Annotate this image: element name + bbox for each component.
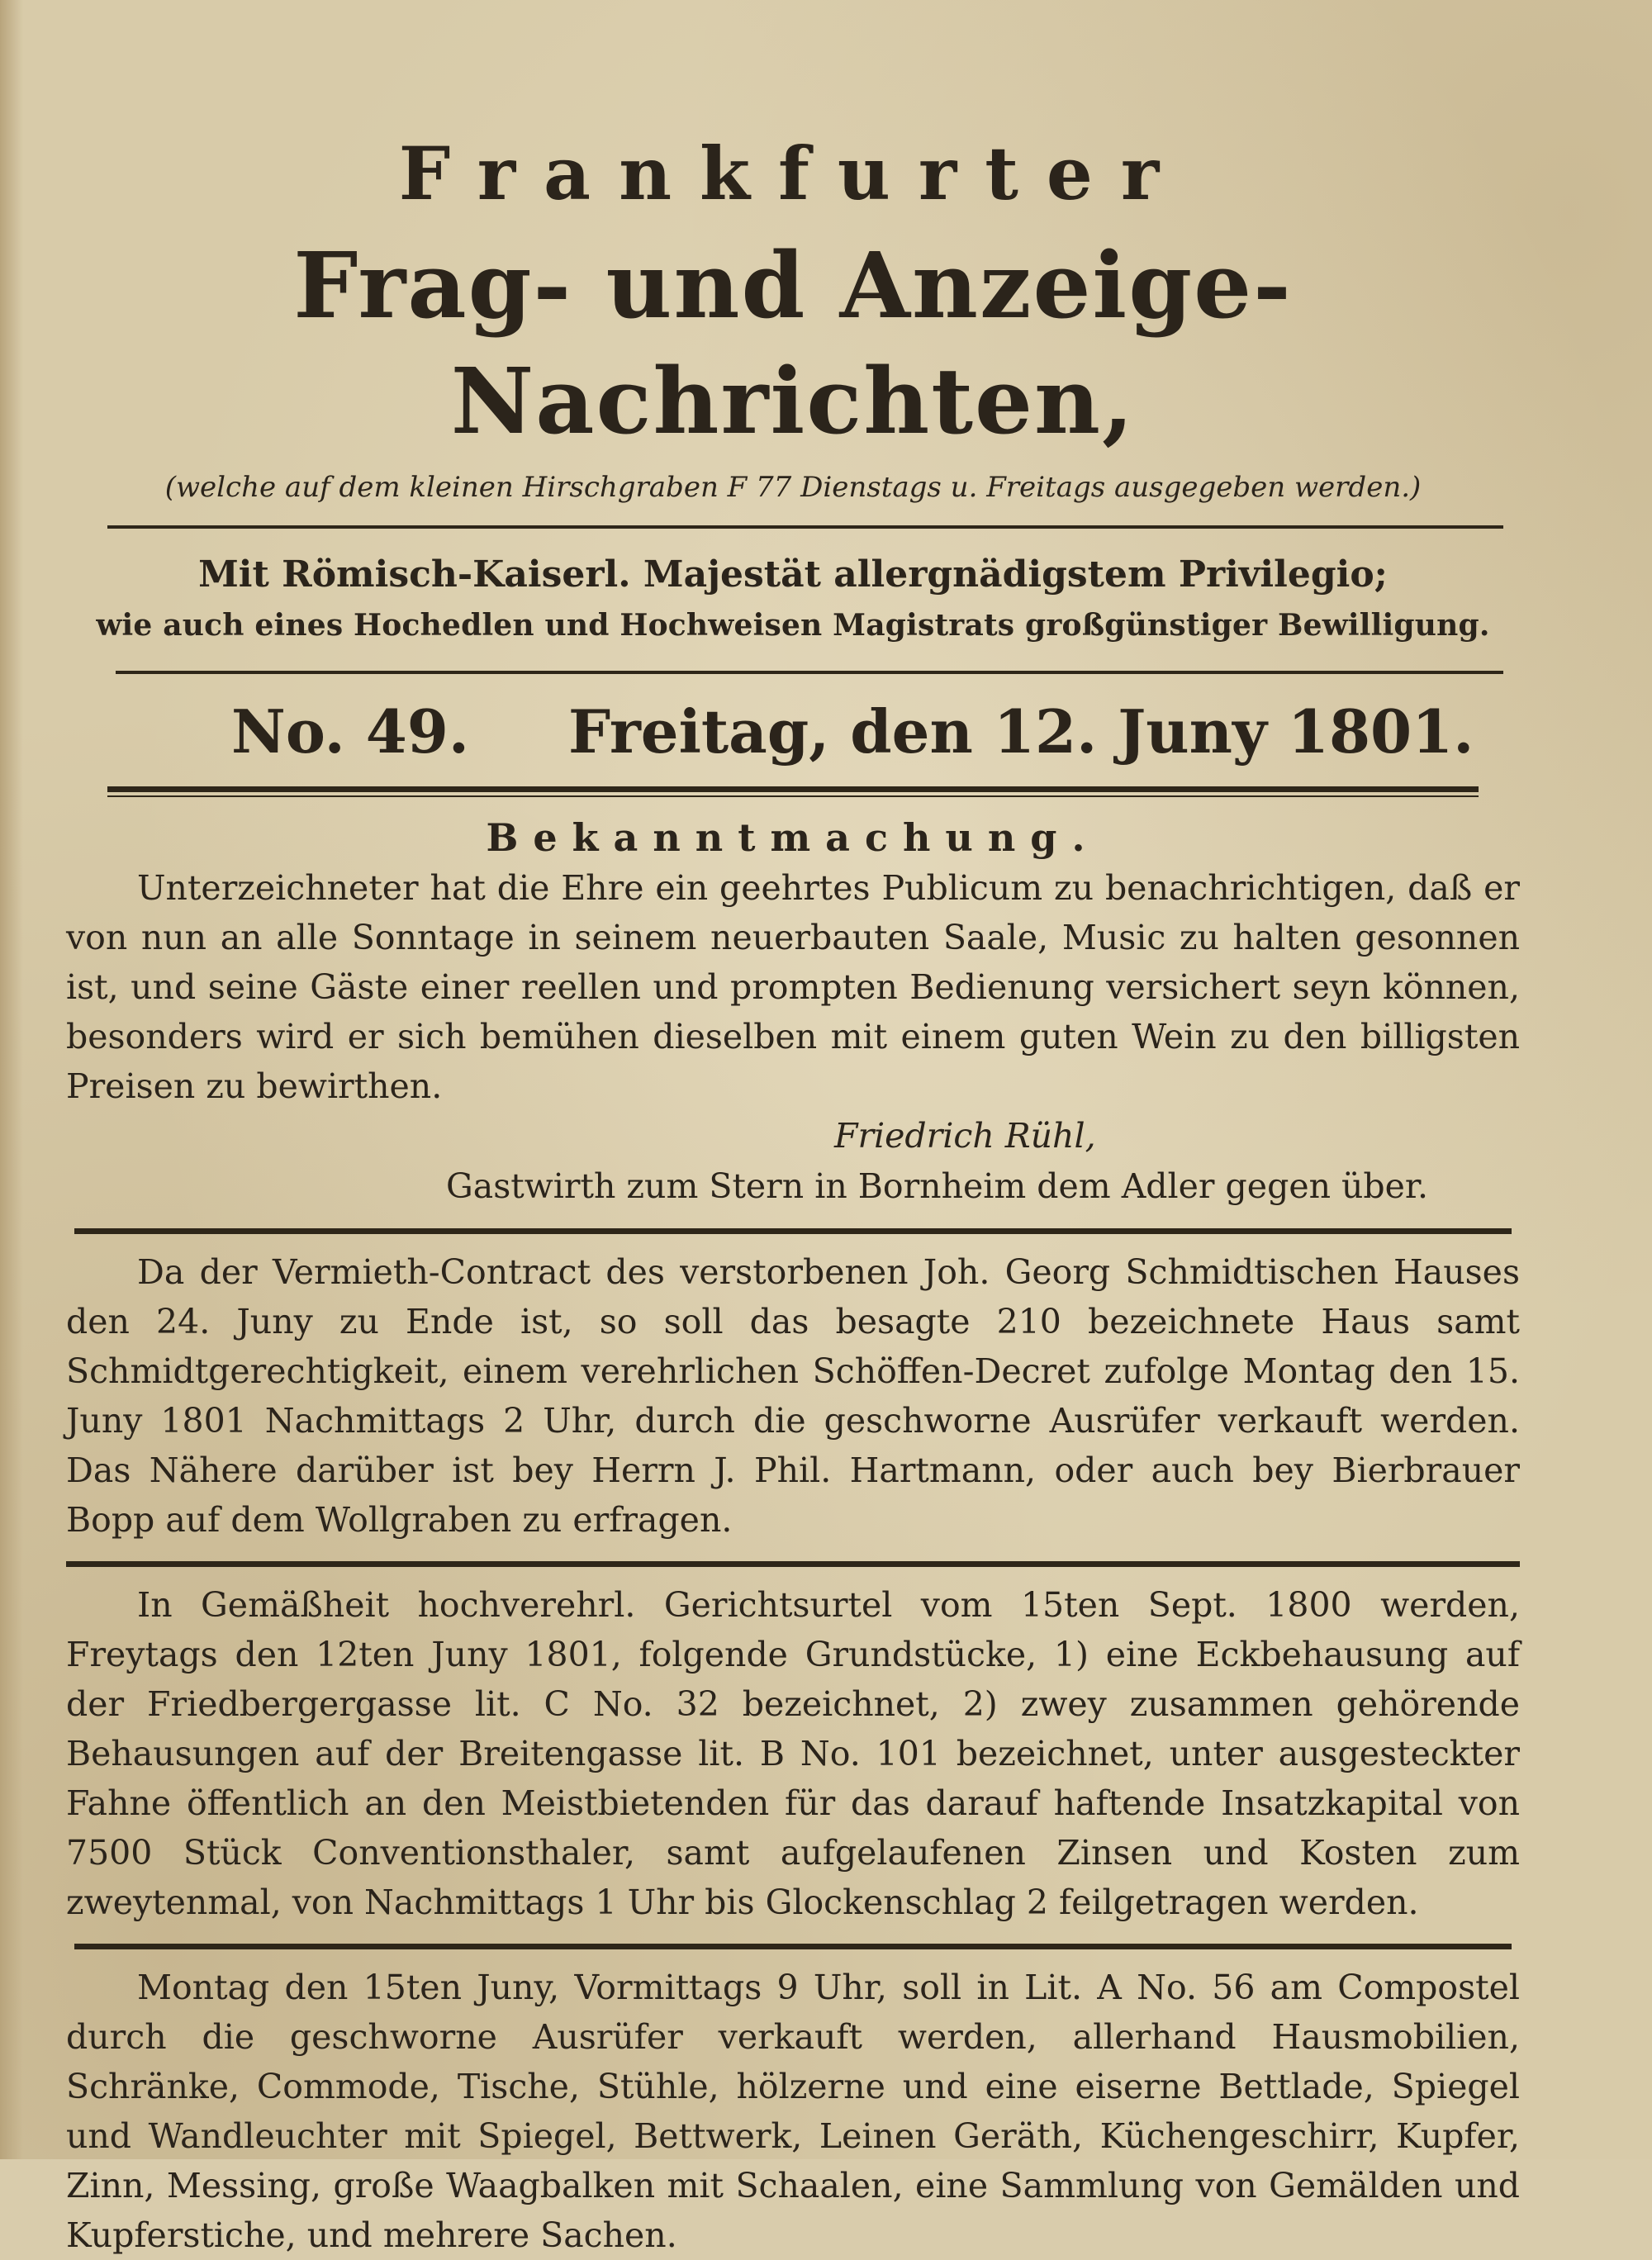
signature-name: Friedrich Rühl, [834, 1116, 1096, 1156]
rule-divider [74, 1228, 1512, 1234]
masthead-title-line2: Frag- und Anzeige-Nachrichten, [293, 232, 1293, 454]
notice-text: In Gemäßheit hochverehrl. Gerichtsurtel vom 15ten Sept. 1800 werden, Freytags den 12ten Juny 1801, folgende Grundstücke, 1) eine Eckbehausung auf der Friedbergergasse lit. C No. 32 bezeichnet, 2) zwey zusammen gehörende Behausungen auf der Breitengasse lit. B No. 101 bezeichnet, unter ausgesteckter Fahne öffentlich an den Meistbietenden für das darauf haftende Insatzkapital von 7500 Stück Conventionsthaler, samt aufgelaufenen Zinsen und Kosten zum zweytenmal, von Nachmittags 1 Uhr bis Glockenschlag 2 feilgetragen werden. [66, 1585, 1520, 1922]
signature-title: Gastwirth zum Stern in Bornheim dem Adler gegen über. [446, 1166, 1429, 1206]
rule-double-divider [107, 786, 1479, 797]
issue-date: Freitag, den 12. Juny 1801. [567, 696, 1474, 767]
notice-text: Da der Vermieth-Contract des verstorbenen Joh. Georg Schmidtischen Hauses den 24. Juny zu Ende ist, so soll das besagte 210 bezeichnete Haus samt Schmidtgerechtigkeit, einem verehrlichen Schöffen-Decret zufolge Montag den 15. Juny 1801 Nachmittags 2 Uhr, durch die geschworne Ausrüfer verkauft werden. Das Nähere darüber ist bey Herrn J. Phil. Hartmann, oder auch bey Bierbrauer Bopp auf dem Wollgraben zu erfragen. [66, 1252, 1520, 1540]
masthead-subtitle: (welche auf dem kleinen Hirschgraben F 77 Dienstags u. Freitags ausgegeben werden.) [164, 471, 1422, 504]
privilege-line2: wie auch eines Hochedlen und Hochweisen Magistrats großgünstiger Bewilligung. [96, 608, 1490, 643]
rule-divider [107, 525, 1503, 529]
notice-heading: Bekanntmachung. [486, 815, 1100, 860]
issue-line [66, 691, 1520, 773]
masthead-title-line1: Frankfurter [398, 131, 1188, 216]
page-content [66, 124, 1520, 2260]
issue-number: No. 49. [231, 696, 469, 767]
rule-divider [74, 1944, 1512, 1949]
notice-text: Unterzeichneter hat die Ehre ein geehrtes Publicum zu benachrichtigen, daß er von nun an alle Sonntage in seinem neuerbauten Saale, Music zu halten gesonnen ist, und seine Gäste einer reellen und prompten Bedienung versichert seyn können, besonders wird er sich bemühen dieselben mit einem guten Wein zu den billigsten Preisen zu bewirthen. [66, 868, 1520, 1106]
privilege-line1: Mit Römisch-Kaiserl. Majestät allergnädigstem Privilegio; [198, 553, 1388, 596]
rule-divider [116, 671, 1503, 674]
rule-divider [66, 1561, 1520, 1567]
notice-text: Montag den 15ten Juny, Vormittags 9 Uhr, soll in Lit. A No. 56 am Compostel durch die geschworne Ausrüfer verkauft werden, allerhand Hausmobilien, Schränke, Commode, Tische, Stühle, hölzerne und eine eiserne Bettlade, Spiegel und Wandleuchter mit Spiegel, Bettwerk, Leinen Geräth, Küchengeschirr, Kupfer, Zinn, Messing, große Waagbalken mit Schaalen, eine Sammlung von Gemälden und Kupferstiche, und mehrere Sachen. [66, 1968, 1520, 2255]
page-edge-shadow [0, 0, 23, 2159]
